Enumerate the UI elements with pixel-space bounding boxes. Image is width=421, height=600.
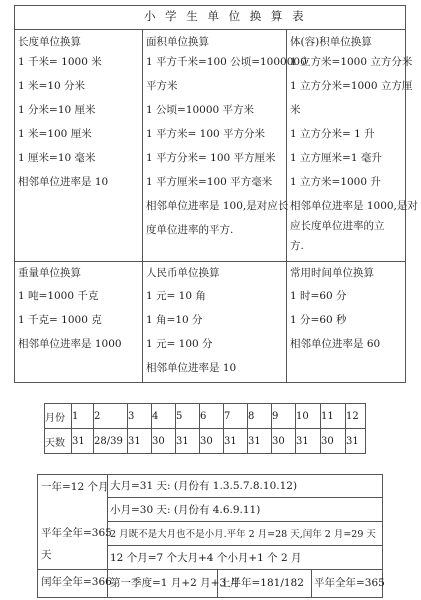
month-cell: 11 — [321, 404, 346, 429]
year-months-fact: 一年=12 个月 — [41, 481, 109, 493]
length-line: 相邻单位进率是 10 — [18, 176, 109, 188]
common-year-fact: 平年全年=365 — [41, 527, 112, 539]
month-composition-fact: 12 个月=7 个大月+4 个小月+1 个 2 月 — [110, 552, 302, 564]
weight-line: 1 千克= 1000 克 — [18, 314, 102, 326]
month-cell: 12 — [346, 404, 366, 429]
volume-line: 1 立方分米= 1 升 — [290, 128, 375, 140]
february-fact: 2 月既不是大月也不是小月.平年 2 月=28 天,闰年 2 月=29 天 — [110, 529, 376, 540]
volume-line: 1 立方米=1000 升 — [290, 176, 381, 188]
time-heading: 常用时间单位换算 — [290, 267, 374, 279]
length-line: 1 米=100 厘米 — [18, 128, 92, 140]
area-line: 1 平方米= 100 平方分米 — [146, 128, 266, 140]
volume-line: 1 立方厘米=1 毫升 — [290, 152, 382, 164]
days-cell: 31 — [72, 429, 94, 454]
days-cell: 30 — [152, 429, 176, 454]
month-days-table — [44, 403, 366, 454]
days-cell: 31 — [296, 429, 321, 454]
days-cell: 30 — [272, 429, 296, 454]
area-line: 度单位进率的平方. — [146, 224, 234, 236]
common-year-fact-cont: 天 — [41, 549, 52, 561]
currency-line: 1 元= 100 分 — [146, 338, 213, 350]
first-quarter-fact: 第一季度=1 月+2 月+3 月 — [110, 577, 240, 589]
currency-heading: 人民币单位换算 — [146, 267, 220, 279]
time-line: 1 分=60 秒 — [290, 314, 347, 326]
length-line: 1 分米=10 厘米 — [18, 104, 96, 116]
currency-line: 相邻单位进率是 10 — [146, 362, 237, 374]
currency-line: 1 元= 10 角 — [146, 290, 206, 302]
length-line: 1 厘米=10 毫米 — [18, 152, 96, 164]
month-cell: 月份 — [45, 404, 72, 429]
month-row — [45, 404, 366, 429]
month-cell: 5 — [176, 404, 200, 429]
month-cell: 4 — [152, 404, 176, 429]
currency-line: 1 角=10 分 — [146, 314, 203, 326]
time-line: 1 时=60 分 — [290, 290, 347, 302]
area-line: 1 平方厘米=100 平方毫米 — [146, 176, 273, 188]
month-cell: 9 — [272, 404, 296, 429]
month-cell: 2 — [94, 404, 128, 429]
volume-heading: 体(容)积单位换算 — [290, 36, 372, 48]
area-line: 1 平方千米=100 公顷=1000000 — [146, 56, 307, 68]
weight-line: 1 吨=1000 千克 — [18, 290, 99, 302]
days-cell: 30 — [321, 429, 346, 454]
common-year-days-fact: 平年全年=365 — [314, 577, 385, 589]
days-cell: 31 — [346, 429, 366, 454]
volume-line: 应长度单位进率的立 — [290, 220, 385, 232]
month-cell: 8 — [248, 404, 272, 429]
small-month-fact: 小月=30 天: (月份有 4.6.9.11) — [110, 504, 261, 516]
month-cell: 3 — [128, 404, 152, 429]
days-cell: 30 — [200, 429, 224, 454]
volume-line: 相邻单位进率是 1000,是对 — [290, 200, 418, 212]
month-cell: 6 — [200, 404, 224, 429]
area-heading: 面积单位换算 — [146, 36, 209, 48]
volume-line: 米 — [290, 104, 301, 116]
time-line: 相邻单位进率是 60 — [290, 338, 381, 350]
first-half-fact: 上半年=181/182 — [220, 577, 304, 589]
length-line: 1 米=10 分米 — [18, 80, 86, 92]
days-cell: 28/39 — [94, 429, 128, 454]
area-line: 1 公顷=10000 平方米 — [146, 104, 255, 116]
weight-heading: 重量单位换算 — [18, 267, 81, 279]
weight-line: 相邻单位进率是 1000 — [18, 338, 122, 350]
month-cell: 10 — [296, 404, 321, 429]
area-line: 相邻单位进率是 100,是对应长 — [146, 200, 289, 212]
length-heading: 长度单位换算 — [18, 36, 81, 48]
days-row — [45, 429, 366, 454]
length-line: 1 千米= 1000 米 — [18, 56, 102, 68]
volume-line: 方. — [290, 240, 304, 252]
area-line: 1 平方分米= 100 平方厘米 — [146, 152, 276, 164]
big-month-fact: 大月=31 天: (月份有 1.3.5.7.8.10.12) — [110, 480, 298, 492]
month-cell: 7 — [224, 404, 248, 429]
days-cell: 31 — [224, 429, 248, 454]
leap-year-fact: 闰年全年=366 — [41, 576, 112, 588]
month-cell: 1 — [72, 404, 94, 429]
days-cell: 31 — [128, 429, 152, 454]
days-cell: 天数 — [45, 429, 72, 454]
volume-line: 1 立方米=1000 立方分米 — [290, 56, 413, 68]
days-cell: 31 — [248, 429, 272, 454]
volume-line: 1 立方分米=1000 立方厘 — [290, 80, 413, 92]
area-line: 平方米 — [146, 80, 178, 92]
table-title: 小 学 生 单 位 换 算 表 — [144, 9, 307, 23]
days-cell: 31 — [176, 429, 200, 454]
